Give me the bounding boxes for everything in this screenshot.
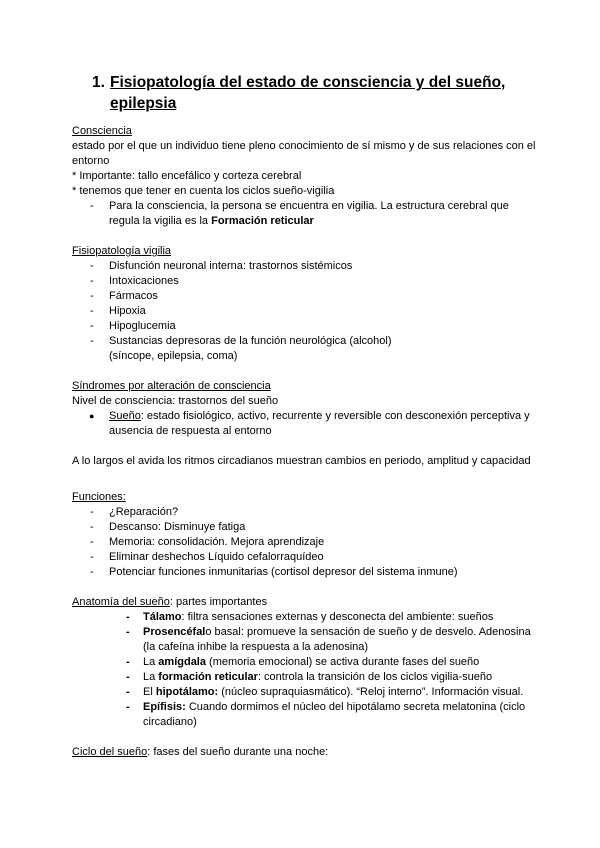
list-item: - ¿Reparación? xyxy=(90,506,179,518)
consciencia-note-1: * Importante: tallo encefálico y corteza cerebral xyxy=(72,170,302,182)
ritmos-paragraph: A lo largos el avida los ritmos circadianos muestran cambios en periodo, amplitud y capacidad xyxy=(72,455,531,467)
dash-marker: - xyxy=(90,200,94,212)
section-heading-ciclo: Ciclo del sueño: fases del sueño durante una noche: xyxy=(72,746,329,758)
consciencia-note-2: * tenemos que tener en cuenta los ciclos sueño-vigilia xyxy=(72,185,335,197)
list-item: - Eliminar deshechos Líquido cefalorraquídeo xyxy=(90,551,324,563)
section-heading-anatomia: Anatomía del sueño: partes importantes xyxy=(72,596,268,608)
sub-list-item: - La formación reticular: controla la transición de los ciclos vigilia-sueño xyxy=(126,671,493,683)
list-item: - Hipoxia xyxy=(90,305,146,317)
list-item: - Sustancias depresoras de la función neurológica (alcohol) (síncope, epilepsia, coma) xyxy=(90,335,392,362)
sub-list-item: - La amígdala (memoria emocional) se activa durante fases del sueño xyxy=(126,656,480,668)
sub-list-item: - Epífisis: Cuando dormimos el núcleo del hipotálamo secreta melatonina (ciclo circadiano) xyxy=(126,701,526,728)
list-item-text: Para la consciencia, la persona se encuentra en vigilia. La estructura cerebral que regula la vigilia es la Formación reticular xyxy=(109,200,509,227)
list-item xyxy=(72,199,542,229)
section-heading-funciones: Funciones: xyxy=(72,491,126,503)
page-title xyxy=(92,72,532,114)
list-item: - Potenciar funciones inmunitarias (cortisol depresor del sistema inmune) xyxy=(90,566,458,578)
section-heading-consciencia: Consciencia xyxy=(72,125,132,137)
list-item: - Disfunción neuronal interna: trastornos sistémicos xyxy=(90,260,353,272)
bullet-dot-icon: ● xyxy=(89,411,95,421)
title-text: Fisiopatología del estado de consciencia y del sueño, epilepsia xyxy=(110,74,506,112)
sub-list-item: - Prosencéfalo basal: promueve la sensación de sueño y de desvelo. Adenosina (la cafeína inhibe la respuesta a la adenosina) xyxy=(126,626,531,653)
sindromes-line: Nivel de consciencia: trastornos del sueño xyxy=(72,395,279,407)
list-item: - Fármacos xyxy=(90,290,158,302)
document-body xyxy=(72,124,542,760)
list-item: - Intoxicaciones xyxy=(90,275,179,287)
sub-list-item: - El hipotálamo: (núcleo supraquiasmático). “Reloj interno”. Información visual. xyxy=(126,686,524,698)
list-item: - Memoria: consolidación. Mejora aprendizaje xyxy=(90,536,325,548)
list-item: - Descanso: Disminuye fatiga xyxy=(90,521,246,533)
section-heading-vigilia: Fisiopatología vigilia xyxy=(72,245,172,257)
consciencia-definition: estado por el que un individuo tiene pleno conocimiento de sí mismo y de sus relaciones con el entorno xyxy=(72,140,536,167)
list-item: - Hipoglucemia xyxy=(90,320,176,332)
bullet-item xyxy=(72,409,542,439)
bullet-text: Sueño: estado fisiológico, activo, recurrente y reversible con desconexión perceptiva y ausencia de respuesta al entorno xyxy=(109,410,530,437)
sub-list-item: - Tálamo: filtra sensaciones externas y desconecta del ambiente: sueños xyxy=(126,611,494,623)
title-number: 1. xyxy=(92,74,105,91)
section-heading-sindromes: Síndromes por alteración de consciencia xyxy=(72,380,271,392)
